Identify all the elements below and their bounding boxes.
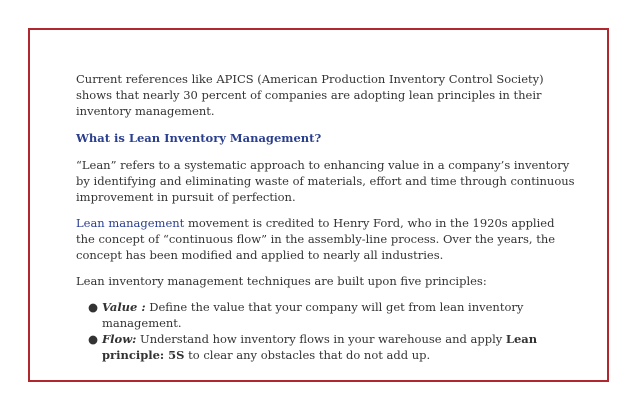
intro-paragraph: Current references like APICS (American Production Inventory Control Society) shows that nearly 30 percent of companies are adopting lean principles in their inventory management. — [76, 72, 544, 118]
history-text: movement is credited to Henry Ford, who in the 1920s applied the concept of “continuous flow” in the assembly-line process. Over the years, the concept has been modified and applied to nearly all industries. — [76, 216, 556, 262]
flow-text-after: to clear any obstacles that do not add up. — [184, 348, 431, 362]
principles-list — [76, 299, 576, 363]
list-item-flow — [88, 331, 576, 363]
flow-text-before: Understand how inventory flows in your warehouse and apply — [136, 332, 506, 346]
history-paragraph — [76, 215, 576, 263]
lean-management-link[interactable]: Lean management — [76, 216, 185, 230]
principles-intro: Lean inventory management techniques are built upon five principles: — [76, 274, 487, 288]
document-body — [76, 71, 576, 363]
lean-principle-5s: Lean principle: 5S — [102, 332, 538, 362]
bullet-icon: ● — [88, 332, 99, 346]
section-heading: What is Lean Inventory Management? — [76, 131, 322, 145]
value-text: Define the value that your company will get from lean inventory management. — [102, 300, 524, 330]
list-item-value — [88, 299, 576, 331]
flow-term: Flow: — [102, 332, 137, 346]
bullet-icon: ● — [88, 300, 99, 314]
value-term: Value : — [102, 300, 146, 314]
definition-paragraph: “Lean” refers to a systematic approach to enhancing value in a company’s inventory by identifying and eliminating waste of materials, effort and time through continuous improvement in pursuit of perfection. — [76, 158, 575, 204]
